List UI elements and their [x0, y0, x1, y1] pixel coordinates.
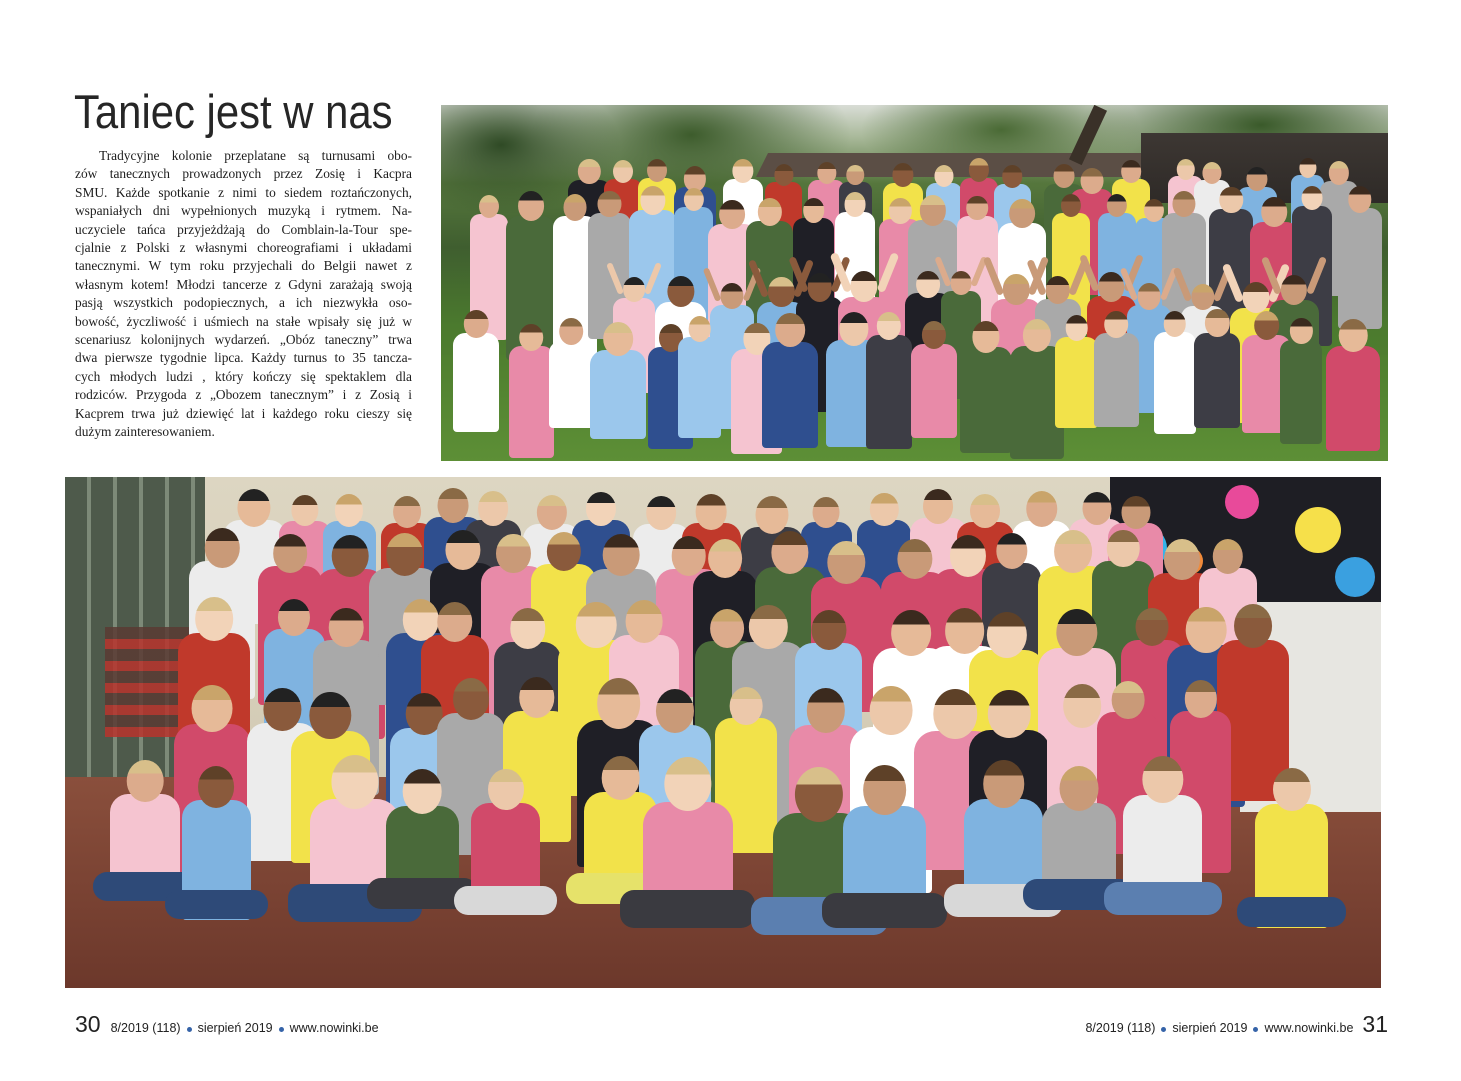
top-group-photo	[441, 105, 1388, 461]
person-head	[264, 688, 301, 731]
person-body	[960, 347, 1012, 453]
person-head	[478, 491, 508, 525]
decorative-flower	[1225, 485, 1259, 519]
person-body	[453, 333, 499, 432]
person-head	[626, 600, 663, 642]
article-line: dużym zainteresowaniem.	[75, 424, 215, 440]
person-head	[950, 271, 971, 295]
person-head	[1138, 283, 1161, 309]
person-head	[273, 534, 307, 573]
person-head	[945, 608, 985, 654]
person-head	[205, 528, 239, 568]
article-title: Taniec jest w nas	[74, 85, 393, 138]
person-head	[1053, 164, 1074, 188]
person-head	[603, 534, 640, 576]
article-line: cych młodych ludzi , który kończy się spektaklem dla	[75, 368, 412, 384]
person-head	[988, 690, 1030, 739]
article-line: pasją wszystkich podopiecznych, a ich niezwykła oso-	[75, 295, 412, 311]
person-body	[1094, 333, 1139, 427]
article-line: cjalnie z Polski z własnymi choreografiami i układami	[75, 240, 412, 256]
person-head	[329, 608, 364, 648]
article-line: dwa pierwsze tygodnie lipca. Każdy turnus to 35 tancza-	[75, 350, 412, 366]
person-head	[1172, 191, 1195, 218]
person-legs	[454, 886, 557, 915]
article-body	[75, 147, 412, 442]
person-head	[604, 322, 634, 356]
person-body	[1280, 340, 1322, 445]
article-line: Kacprem trwa już dziewięć lat i każdego roku cieszy się	[75, 405, 412, 421]
person-head	[756, 496, 789, 534]
person-legs	[165, 890, 267, 919]
person-head	[1191, 284, 1214, 311]
person-head	[1203, 162, 1222, 184]
person-head	[656, 689, 694, 733]
person-head	[1254, 311, 1280, 340]
person-body	[762, 342, 818, 449]
person-head	[772, 531, 809, 574]
person-head	[238, 489, 271, 527]
person-head	[1112, 681, 1145, 719]
person-head	[510, 608, 545, 649]
person-body	[911, 344, 957, 438]
person-head	[768, 277, 794, 307]
person-head	[479, 195, 499, 218]
person-head	[719, 200, 745, 230]
person-head	[840, 312, 869, 346]
person-head	[192, 685, 233, 732]
person-head	[1136, 608, 1169, 646]
person-head	[1299, 158, 1316, 178]
person-head	[1234, 604, 1272, 648]
person-head	[1055, 530, 1093, 573]
person-head	[828, 541, 865, 584]
person-head	[613, 160, 633, 183]
person-head	[708, 539, 742, 578]
person-head	[1080, 168, 1103, 194]
person-head	[870, 493, 898, 526]
decorative-flower	[1295, 507, 1341, 553]
person-head	[647, 496, 677, 530]
person-head	[730, 687, 763, 725]
person-head	[1064, 684, 1102, 727]
person-head	[278, 599, 310, 636]
person-head	[1301, 186, 1322, 210]
person-body	[866, 335, 912, 449]
person-head	[1142, 756, 1183, 804]
person-head	[195, 597, 233, 640]
person-head	[949, 535, 985, 577]
article-line: SMU. Każde spotkanie z nimi to siedem roztańczonych,	[75, 184, 412, 200]
person-head	[332, 535, 369, 577]
person-head	[597, 678, 641, 728]
person-head	[559, 318, 583, 345]
person-head	[1009, 199, 1035, 229]
bullet-separator	[279, 1027, 284, 1032]
person-head	[601, 756, 640, 800]
person-head	[923, 489, 953, 523]
person-head	[922, 321, 946, 349]
person-head	[519, 677, 554, 718]
person-head	[310, 692, 351, 740]
person-legs	[1104, 882, 1222, 915]
person-head	[1339, 319, 1368, 352]
person-head	[403, 769, 442, 814]
person-head	[710, 609, 744, 648]
person-head	[1164, 311, 1187, 337]
person-head	[438, 488, 469, 524]
person-body	[1194, 333, 1240, 429]
person-head	[1273, 768, 1311, 812]
person-head	[127, 760, 164, 802]
person-head	[1099, 272, 1125, 302]
article-line: bowość, życzliwość i uśmiech na stałe wpisały się już w	[75, 313, 412, 329]
bottom-group-photo	[65, 477, 1381, 988]
person-body	[678, 337, 721, 437]
article-line: rodziców. Przygoda z „Obozem tanecznym” i z Zosią i	[75, 387, 412, 403]
person-head	[1121, 160, 1141, 183]
person-head	[578, 159, 600, 185]
person-head	[934, 165, 953, 187]
bullet-separator	[187, 1027, 192, 1032]
person-head	[331, 755, 378, 809]
issue-number: 8/2019 (118)	[1085, 1021, 1156, 1035]
person-head	[437, 602, 472, 643]
person-head	[586, 492, 616, 527]
person-head	[757, 198, 781, 226]
bullet-separator	[1253, 1027, 1258, 1032]
person-head	[488, 769, 524, 810]
person-head	[721, 283, 744, 310]
person-head	[863, 765, 907, 815]
person-head	[386, 533, 424, 576]
person-body	[1338, 208, 1383, 329]
person-head	[647, 159, 667, 182]
website: www.nowinki.be	[289, 1021, 379, 1035]
person-legs	[822, 893, 947, 928]
page-number: 30	[75, 1011, 101, 1037]
person-head	[775, 313, 805, 347]
person-head	[889, 198, 911, 224]
article-line: scenariusz kolonijnych wydarzeń. „Obóz taneczny” trwa	[75, 332, 412, 348]
person-head	[983, 760, 1025, 808]
person-head	[1056, 609, 1097, 657]
issue-number: 8/2019 (118)	[110, 1021, 181, 1035]
website: www.nowinki.be	[1264, 1021, 1354, 1035]
article-line: uczyciele tańca przyjeżdżają do Comblain-la-Tour spe-	[75, 221, 412, 237]
decorative-flower	[1335, 557, 1375, 597]
footer-right	[1085, 1011, 1388, 1038]
person-head	[1205, 309, 1229, 337]
person-head	[897, 539, 932, 580]
person-head	[845, 192, 866, 216]
person-head	[689, 316, 712, 342]
person-body	[509, 346, 554, 458]
person-head	[1242, 282, 1269, 313]
person-head	[576, 602, 617, 649]
person-head	[696, 494, 727, 529]
issue-month: sierpień 2019	[197, 1021, 273, 1035]
person-head	[1059, 766, 1098, 811]
person-body	[1055, 337, 1098, 428]
page-number: 31	[1362, 1011, 1388, 1037]
person-body	[590, 350, 646, 439]
person-head	[1105, 311, 1129, 338]
person-head	[1066, 315, 1089, 341]
person-head	[966, 196, 988, 221]
issue-month: sierpień 2019	[1172, 1021, 1248, 1035]
article-line: zów tanecznych prowadzonych przez Zosię i Kacpra	[75, 166, 412, 182]
person-legs	[620, 890, 755, 928]
person-head	[537, 495, 567, 530]
article-line: tanecznymi. W tym roku przyjechali do Belgii nawet z	[75, 258, 412, 274]
article-line: własnym kotem! Młodzi tancerze z Gdyni zarażają swoją	[75, 276, 412, 292]
person-head	[403, 599, 439, 641]
person-head	[520, 324, 544, 351]
person-head	[1290, 318, 1312, 344]
person-head	[891, 610, 931, 656]
person-head	[813, 497, 840, 528]
person-head	[869, 686, 912, 735]
person-head	[623, 277, 645, 302]
person-body	[1326, 346, 1380, 451]
person-head	[803, 198, 825, 223]
person-head	[1003, 165, 1023, 187]
person-head	[672, 536, 707, 576]
footer-left	[75, 1011, 379, 1038]
person-body	[549, 341, 594, 429]
person-legs	[1237, 897, 1345, 927]
article-line: wspaniałych dni wypełnionych muzyką i rytmem. Na-	[75, 203, 412, 219]
person-head	[916, 271, 940, 298]
person-head	[496, 534, 530, 573]
person-body	[1154, 332, 1197, 433]
person-head	[518, 191, 544, 221]
person-head	[393, 496, 421, 528]
person-head	[1262, 197, 1288, 226]
person-head	[453, 678, 489, 719]
article-line: Tradycyjne kolonie przeplatane są turnusami obo-	[99, 148, 412, 163]
bullet-separator	[1161, 1027, 1166, 1032]
person-head	[807, 273, 832, 301]
person-head	[199, 766, 235, 807]
